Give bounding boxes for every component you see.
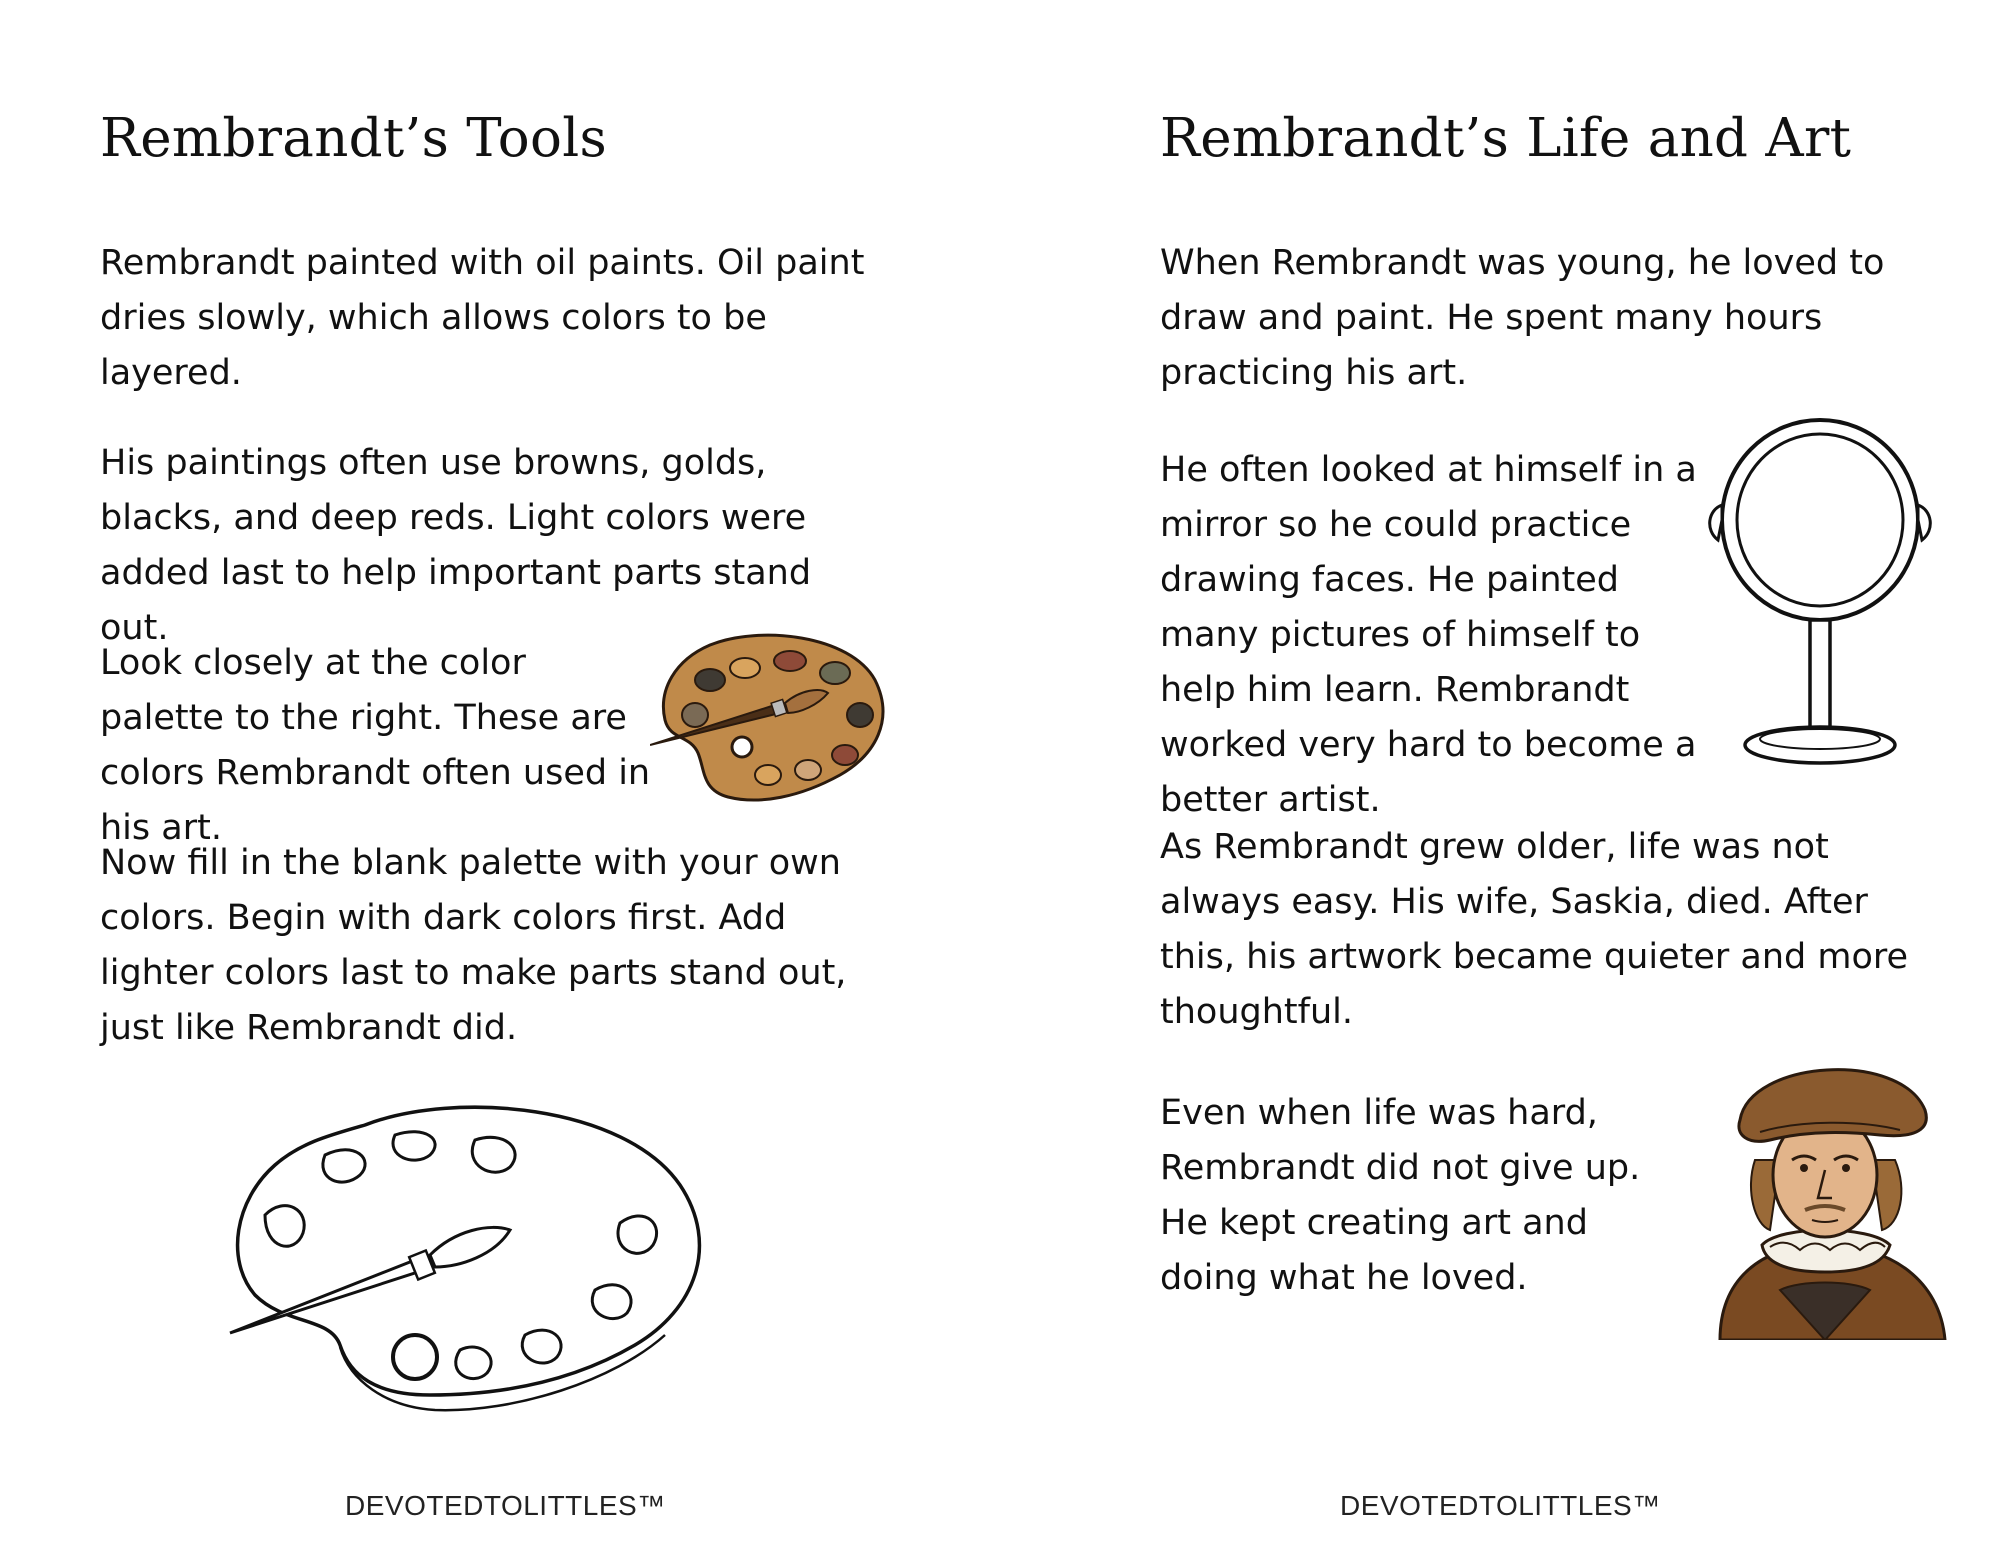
paragraph-older: As Rembrandt grew older, life was not always easy. His wife, Saskia, died. After this, his artwork became quieter and more thoughtful.: [1160, 827, 1909, 1032]
paragraph-colors: His paintings often use browns, golds, blacks, and deep reds. Light colors were added last to help important parts stand out.: [100, 443, 812, 648]
paragraph-look-closely: Look closely at the color palette to the right. These are colors Rembrandt often used in his art.: [100, 643, 651, 848]
paragraph-oil-paints: Rembrandt painted with oil paints. Oil paint dries slowly, which allows colors to be layered.: [100, 243, 865, 393]
footer-brand: DEVOTEDTOLITTLES™: [345, 1490, 666, 1521]
paragraph-young-rembrandt: When Rembrandt was young, he loved to draw and paint. He spent many hours practicing his art.: [1160, 243, 1885, 393]
rembrandt-portrait-icon: [1700, 1040, 1950, 1340]
paragraph-never-gave-up: Even when life was hard, Rembrandt did not give up. He kept creating art and doing what he loved.: [1160, 1093, 1641, 1298]
page-title: Rembrandt’s Tools: [100, 108, 607, 169]
colored-palette-icon: [650, 625, 895, 810]
footer-brand: DEVOTEDTOLITTLES™: [1340, 1490, 1661, 1521]
paragraph-mirror: He often looked at himself in a mirror so he could practice drawing faces. He painted many pictures of himself to help him learn. Rembrandt worked very hard to become a better artist.: [1160, 450, 1697, 820]
paragraph-fill-palette: Now fill in the blank palette with your own colors. Begin with dark colors first. Add lighter colors last to make parts stand out, just like Rembrandt did.: [100, 843, 847, 1048]
page-title: Rembrandt’s Life and Art: [1160, 108, 1852, 169]
right-page: [1000, 0, 2000, 1545]
blank-palette-icon: [225, 1095, 715, 1440]
mirror-icon: [1700, 415, 1940, 775]
